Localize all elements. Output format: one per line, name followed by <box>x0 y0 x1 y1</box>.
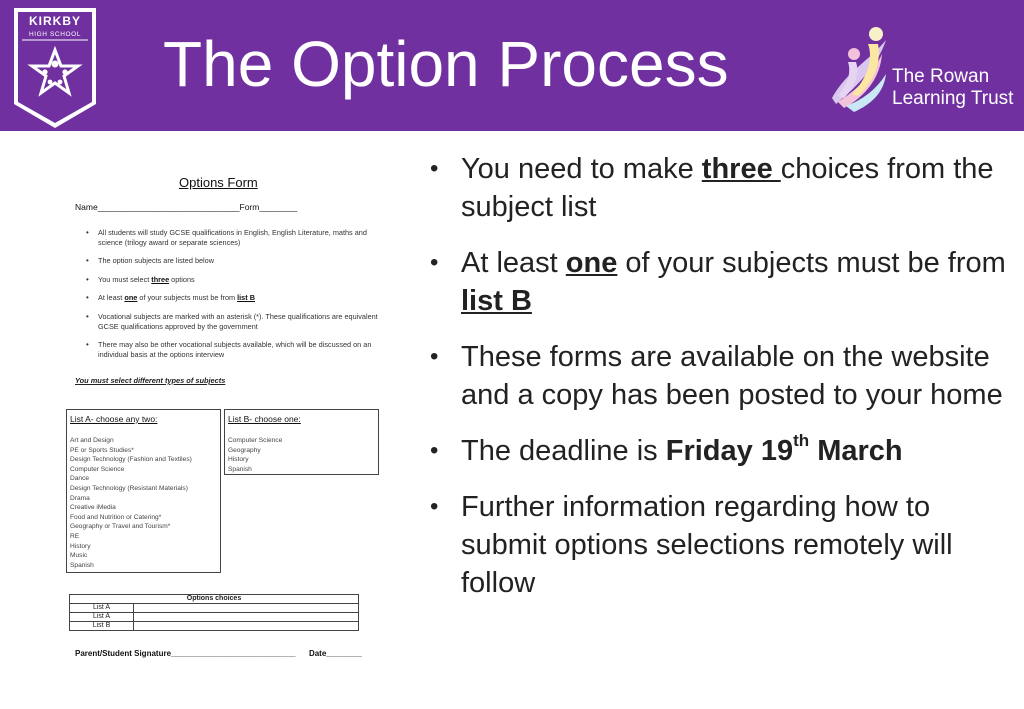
options-form-image <box>60 168 400 668</box>
trust-name-line2: Learning Trust <box>892 88 1014 109</box>
choice-cell <box>134 604 359 613</box>
bullet-forms: • These forms are available on the website and a copy has been posted to your home <box>430 338 1010 414</box>
page-title: The Option Process <box>163 28 729 100</box>
trust-name-line1: The Rowan <box>892 66 990 87</box>
form-bullet: • You must select three options <box>98 275 378 285</box>
form-bullet: • There may also be other vocational subjects available, which will be discussed on an individual basis at the options interview <box>98 340 378 359</box>
header-banner <box>0 0 1024 131</box>
list-item: Creative iMedia <box>70 504 116 512</box>
bullet-list <box>430 150 1010 620</box>
list-item: History <box>228 456 249 464</box>
form-bullet-list <box>98 228 378 368</box>
table-row <box>70 604 359 613</box>
list-item: PE or Sports Studies* <box>70 446 134 454</box>
list-item: Geography <box>228 446 261 454</box>
signature-row: Parent/Student Signature____________________________ Date________ <box>75 649 362 658</box>
choice-label: List A <box>70 613 134 622</box>
table-row <box>70 622 359 631</box>
list-item: RE <box>70 532 80 540</box>
list-a-header: List A- choose any two: <box>70 414 158 424</box>
form-label: Form <box>239 202 260 212</box>
options-choices-table <box>69 594 359 631</box>
list-item: Art and Design <box>70 437 114 444</box>
signature-label: Parent/Student Signature <box>75 649 172 658</box>
form-name-row: Name______________________________Form________ <box>75 202 298 212</box>
date-label: Date <box>308 649 327 658</box>
crest-name: KIRKBY <box>28 14 82 28</box>
list-a-items <box>70 436 192 570</box>
form-bullet: • All students will study GCSE qualifications in English, English Literature, maths and science (trilogy award or separate sciences) <box>98 228 378 247</box>
list-item: Design Technology (Fashion and Textiles) <box>70 456 192 464</box>
choices-header: Options choices <box>70 595 359 604</box>
list-item: Food and Nutrition or Catering* <box>70 513 162 521</box>
form-bullet: • Vocational subjects are marked with an asterisk (*). These qualifications are equivalent GCSE qualifications approved by the government <box>98 312 378 331</box>
bullet-choices: • You need to make three choices from the subject list <box>430 150 1010 226</box>
list-item: Spanish <box>228 465 252 473</box>
table-row <box>70 613 359 622</box>
list-item: History <box>70 542 91 550</box>
list-b-header: List B- choose one: <box>228 414 301 424</box>
list-item: Music <box>70 552 88 560</box>
form-bullet: • At least one of your subjects must be from list B <box>98 293 378 303</box>
list-item: Computer Science <box>228 437 283 444</box>
list-a-box <box>66 409 221 573</box>
form-note: You must select different types of subjects <box>75 376 226 385</box>
bullet-further-info: • Further information regarding how to submit options selections remotely will follow <box>430 488 1010 602</box>
choice-label: List A <box>70 604 134 613</box>
list-item: Dance <box>70 475 90 483</box>
bullet-list-b: • At least one of your subjects must be from list B <box>430 244 1010 320</box>
choice-cell <box>134 622 359 631</box>
list-item: Spanish <box>70 561 94 569</box>
form-bullet: • The option subjects are listed below <box>98 256 378 266</box>
list-item: Drama <box>70 494 90 502</box>
list-item: Computer Science <box>70 465 125 473</box>
list-b-items <box>228 436 282 474</box>
list-b-box <box>224 409 379 475</box>
list-item: Design Technology (Resistant Materials) <box>70 484 188 492</box>
crest-school: HIGH SCHOOL <box>28 31 82 38</box>
list-item: Geography or Travel and Tourism* <box>70 523 171 531</box>
name-label: Name <box>75 202 98 212</box>
choice-label: List B <box>70 622 134 631</box>
choice-cell <box>134 613 359 622</box>
form-title: Options Form <box>179 175 258 190</box>
kirkby-crest-logo <box>12 6 98 130</box>
bullet-deadline: • The deadline is Friday 19th March <box>430 432 1010 470</box>
trust-name <box>892 66 1013 110</box>
